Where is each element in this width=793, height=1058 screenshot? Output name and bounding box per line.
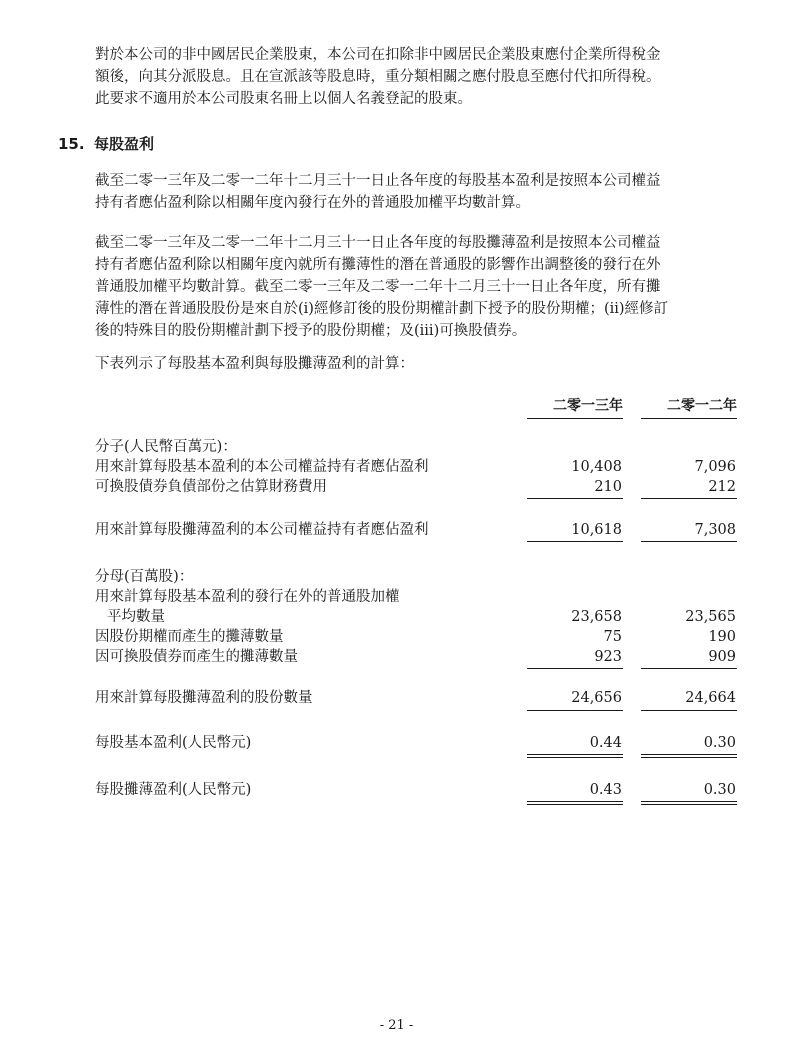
total-rule	[527, 541, 623, 542]
row-label: 用來計算每股基本盈利的本公司權益持有者應佔盈利	[95, 459, 429, 475]
total-rule	[527, 710, 623, 711]
value-2013: 10,408	[571, 459, 622, 475]
para-line: 普通股加權平均數計算。截至二零一三年及二零一二年十二月三十一日止各年度，所有攤	[95, 279, 661, 295]
para-line: 截至二零一三年及二零一二年十二月三十一日止各年度的每股基本盈利是按照本公司權益	[95, 173, 661, 189]
value-2012: 7,096	[694, 459, 736, 475]
subtotal-rule	[527, 668, 623, 669]
value-2013: 23,658	[571, 609, 622, 625]
value-2013: 10,618	[571, 522, 622, 538]
value-2012: 23,565	[685, 609, 736, 625]
table-row	[95, 733, 740, 753]
intro-paragraph	[95, 44, 740, 110]
section-heading	[58, 133, 154, 154]
para-line: 下表列示了每股基本盈利與每股攤薄盈利的計算：	[95, 356, 414, 372]
double-rule-bottom	[527, 757, 623, 758]
row-label: 用來計算每股基本盈利的發行在外的普通股加權	[95, 589, 400, 605]
table-row	[95, 688, 740, 708]
intro-line: 此要求不適用於本公司股東名冊上以個人名義登記的股東。	[95, 91, 472, 107]
para-line: 後的特殊目的股份期權計劃下授予的股份期權；及(iii)可換股債券。	[95, 323, 527, 339]
section-number: 15.	[58, 135, 85, 153]
para-line: 截至二零一三年及二零一二年十二月三十一日止各年度的每股攤薄盈利是按照本公司權益	[95, 235, 661, 251]
numerator-heading-row	[95, 437, 740, 457]
value-2012: 909	[708, 649, 736, 665]
para-line: 持有者應佔盈利除以相關年度內發行在外的普通股加權平均數計算。	[95, 195, 530, 211]
value-2012: 0.30	[703, 735, 736, 751]
double-rule-bottom	[641, 757, 737, 758]
double-rule-top	[641, 801, 737, 802]
para-line: 持有者應佔盈利除以相關年度內就所有攤薄性的潛在普通股的影響作出調整後的發行在外	[95, 257, 661, 273]
value-2012: 7,308	[694, 522, 736, 538]
row-label: 因股份期權而產生的攤薄數量	[95, 629, 284, 645]
para-line: 薄性的潛在普通股股份是來自於(i)經修訂後的股份期權計劃下授予的股份期權；(ii)經修訂	[95, 301, 669, 317]
double-rule-top	[527, 754, 623, 755]
value-2012: 212	[708, 479, 736, 495]
table-row	[95, 647, 740, 667]
table-row	[95, 587, 740, 607]
value-2012: 0.30	[703, 782, 736, 798]
value-2012: 24,664	[685, 690, 736, 706]
value-2013: 0.43	[589, 782, 622, 798]
table-row	[95, 520, 740, 540]
table-row	[95, 457, 740, 477]
section-title: 每股盈利	[94, 135, 155, 153]
col-header-2013: 二零一三年	[527, 395, 623, 419]
intro-line: 額後，向其分派股息。且在宣派該等股息時，重分類相關之應付股息至應付代扣所得稅。	[95, 69, 661, 85]
col-header-2012: 二零一二年	[641, 395, 737, 419]
basic-eps-paragraph	[95, 170, 740, 214]
table-row	[95, 607, 740, 627]
table-row	[95, 780, 740, 800]
total-rule	[641, 541, 737, 542]
row-label: 可換股債券負債部份之估算財務費用	[95, 479, 327, 495]
row-label: 平均數量	[107, 609, 165, 625]
row-label: 因可換股債券而產生的攤薄數量	[95, 649, 298, 665]
page-number: - 21 -	[379, 1018, 414, 1033]
value-2013: 24,656	[571, 690, 622, 706]
double-rule-bottom	[641, 804, 737, 805]
numerator-heading: 分子(人民幣百萬元)：	[95, 439, 237, 455]
row-label: 用來計算每股攤薄盈利的股份數量	[95, 690, 313, 706]
subtotal-rule	[641, 668, 737, 669]
table-row	[95, 477, 740, 497]
row-label: 每股基本盈利(人民幣元)	[95, 735, 252, 751]
table-row	[95, 627, 740, 647]
denominator-heading-row	[95, 567, 740, 587]
subtotal-rule	[641, 498, 737, 499]
value-2013: 0.44	[589, 735, 622, 751]
value-2013: 210	[594, 479, 622, 495]
table-intro	[95, 353, 740, 375]
value-2013: 75	[603, 629, 622, 645]
intro-line: 對於本公司的非中國居民企業股東，本公司在扣除非中國居民企業股東應付企業所得稅金	[95, 47, 661, 63]
double-rule-top	[641, 754, 737, 755]
subtotal-rule	[527, 498, 623, 499]
diluted-eps-paragraph	[95, 232, 740, 342]
total-rule	[641, 710, 737, 711]
double-rule-bottom	[527, 804, 623, 805]
double-rule-top	[527, 801, 623, 802]
row-label: 用來計算每股攤薄盈利的本公司權益持有者應佔盈利	[95, 522, 429, 538]
value-2012: 190	[708, 629, 736, 645]
row-label: 每股攤薄盈利(人民幣元)	[95, 782, 252, 798]
value-2013: 923	[594, 649, 622, 665]
denominator-heading: 分母(百萬股)：	[95, 569, 194, 585]
